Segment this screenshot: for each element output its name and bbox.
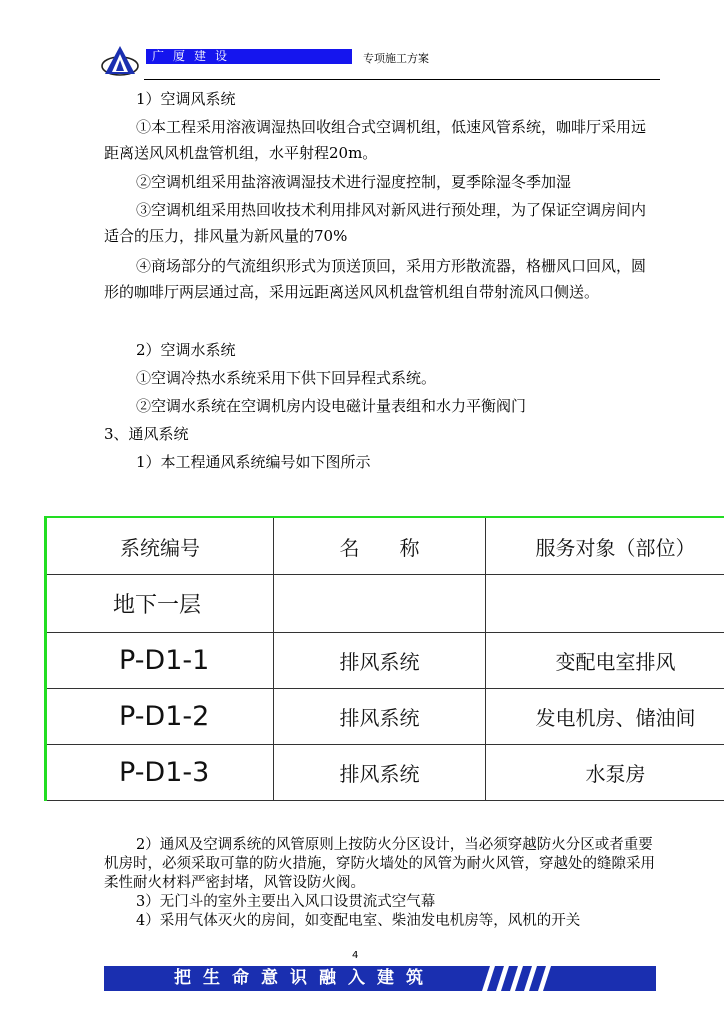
footer-slogan: 把生命意识融入建筑 (174, 968, 435, 988)
table-header-row (46, 517, 724, 575)
paragraph-ventilation-3: 3）无门斗的室外主要出入风口设贯流式空气幕 (136, 894, 436, 910)
paragraph-ventilation-4: 4）采用气体灭火的房间，如变配电室、柴油发电机房等，风机的开关 (136, 913, 581, 929)
page-header (100, 40, 660, 82)
paragraph-ac-air-3: ③空调机组采用热回收技术利用排风对新风进行预处理，为了保证空调房间内适合的压力，排风量为新风量的70% (104, 201, 647, 245)
paragraph-ventilation-1: 1）本工程通风系统编号如下图所示 (136, 453, 371, 471)
brand-name: 广厦建设 (146, 49, 352, 64)
table-header-cell: 系统编号 (46, 517, 274, 575)
table-section-cell: 地下一层 (46, 575, 274, 633)
table-row (46, 745, 724, 801)
paragraph-ac-air-system: 1）空调风系统 (136, 90, 236, 108)
table-row (46, 633, 724, 689)
triangle-logo-icon (100, 44, 140, 78)
paragraph-ac-air-4: ④商场部分的气流组织形式为顶送顶回，采用方形散流器，格栅风口回风，圆形的咖啡厅两层通过高，采用远距离送风风机盘管机组自带射流风口侧送。 (104, 257, 647, 301)
page-number: 4 (352, 950, 359, 961)
paragraph-ac-air-2: ②空调机组采用盐溶液调湿技术进行湿度控制，夏季除湿冬季加湿 (136, 173, 572, 191)
table-section-row (46, 575, 724, 633)
header-rule (144, 79, 660, 80)
paragraph-ac-air-1: ①本工程采用溶液调湿热回收组合式空调机组，低速风管系统，咖啡厅采用远距离送风风机盘管机组，水平射程20m。 (104, 118, 647, 162)
paragraph-ac-water-1: ①空调冷热水系统采用下供下回异程式系统。 (136, 369, 437, 387)
table-cell (274, 575, 486, 633)
section-heading-ventilation: 3、通风系统 (104, 425, 189, 443)
table-cell-name: 排风系统 (274, 745, 486, 801)
table-cell-service: 发电机房、储油间 (486, 689, 724, 745)
paragraph-ac-water-2: ②空调水系统在空调机房内设电磁计量表组和水力平衡阀门 (136, 397, 527, 415)
table-cell-name: 排风系统 (274, 689, 486, 745)
table-header-cell: 名 称 (274, 517, 486, 575)
document-title: 专项施工方案 (363, 52, 429, 65)
table-cell-code: P-D1-2 (46, 689, 274, 745)
table-cell-service: 水泵房 (486, 745, 724, 801)
page-footer (104, 966, 656, 991)
table-cell-code: P-D1-3 (46, 745, 274, 801)
table-cell (486, 575, 724, 633)
ventilation-system-table (44, 516, 724, 801)
paragraph-ventilation-2: 2）通风及空调系统的风管原则上按防火分区设计，当必须穿越防火分区或者重要机房时，必须采取可靠的防火措施，穿防火墙处的风管为耐火风管，穿越处的缝隙采用柔性耐火材料严密封堵，风管设防火阀。 (104, 837, 655, 891)
table-cell-service: 变配电室排风 (486, 633, 724, 689)
table-row (46, 689, 724, 745)
paragraph-ac-water-system: 2）空调水系统 (136, 341, 236, 359)
table-cell-name: 排风系统 (274, 633, 486, 689)
footer-stripes-icon (476, 966, 656, 991)
table-cell-code: P-D1-1 (46, 633, 274, 689)
table-header-cell: 服务对象（部位） (486, 517, 724, 575)
